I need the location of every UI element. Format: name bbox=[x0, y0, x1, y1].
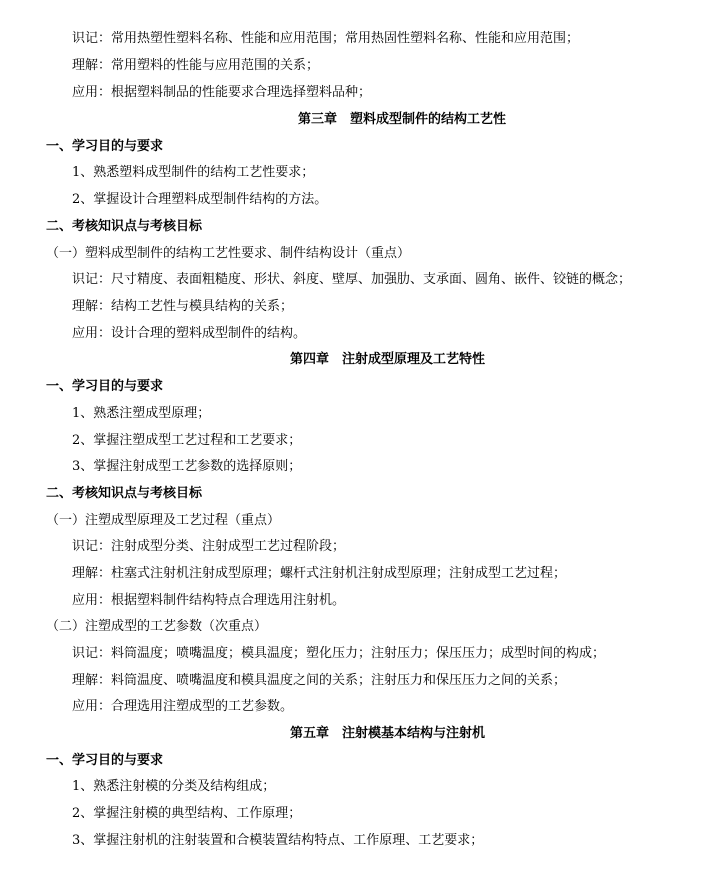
understand-line: 理解：结构工艺性与模具结构的关系； bbox=[72, 299, 294, 314]
subsection-heading: （二）注塑成型的工艺参数（次重点） bbox=[46, 619, 268, 634]
recognize-line: 识记：注射成型分类、注射成型工艺过程阶段； bbox=[72, 539, 346, 554]
apply-line: 应用：合理选用注塑成型的工艺参数。 bbox=[72, 699, 294, 714]
recognize-line: 识记：尺寸精度、表面粗糙度、形状、斜度、壁厚、加强肋、支承面、圆角、嵌件、铰链的概念； bbox=[72, 272, 632, 287]
list-item: 2、掌握注塑成型工艺过程和工艺要求； bbox=[72, 433, 302, 448]
section-heading: 二、考核知识点与考核目标 bbox=[46, 219, 203, 234]
list-item: 1、熟悉注射模的分类及结构组成； bbox=[72, 779, 276, 794]
chapter-5-title: 第五章 注射模基本结构与注射机 bbox=[290, 726, 486, 741]
apply-line: 应用：根据塑料制件结构特点合理选用注射机。 bbox=[72, 593, 346, 608]
section-heading: 一、学习目的与要求 bbox=[46, 379, 164, 394]
apply-line: 应用：设计合理的塑料成型制件的结构。 bbox=[72, 326, 307, 341]
apply-line: 应用：根据塑料制品的性能要求合理选择塑料品种； bbox=[72, 85, 372, 100]
recognize-line: 识记：常用热塑性塑料名称、性能和应用范围；常用热固性塑料名称、性能和应用范围； bbox=[72, 31, 580, 46]
subsection-heading: （一）塑料成型制件的结构工艺性要求、制件结构设计（重点） bbox=[46, 246, 411, 261]
subsection-heading: （一）注塑成型原理及工艺过程（重点） bbox=[46, 513, 281, 528]
list-item: 3、掌握注射机的注射装置和合模装置结构特点、工作原理、工艺要求； bbox=[72, 833, 484, 848]
list-item: 1、熟悉注塑成型原理； bbox=[72, 406, 211, 421]
list-item: 2、掌握注射模的典型结构、工作原理； bbox=[72, 806, 302, 821]
understand-line: 理解：料筒温度、喷嘴温度和模具温度之间的关系；注射压力和保压压力之间的关系； bbox=[72, 673, 567, 688]
section-heading: 二、考核知识点与考核目标 bbox=[46, 486, 203, 501]
list-item: 1、熟悉塑料成型制件的结构工艺性要求； bbox=[72, 165, 315, 180]
chapter-4-title: 第四章 注射成型原理及工艺特性 bbox=[290, 352, 486, 367]
understand-line: 理解：柱塞式注射机注射成型原理；螺杆式注射机注射成型原理；注射成型工艺过程； bbox=[72, 566, 567, 581]
section-heading: 一、学习目的与要求 bbox=[46, 139, 164, 154]
understand-line: 理解：常用塑料的性能与应用范围的关系； bbox=[72, 58, 320, 73]
recognize-line: 识记：料筒温度；喷嘴温度；模具温度；塑化压力；注射压力；保压压力；成型时间的构成； bbox=[72, 646, 606, 661]
list-item: 2、掌握设计合理塑料成型制件结构的方法。 bbox=[72, 192, 328, 207]
section-heading: 一、学习目的与要求 bbox=[46, 753, 164, 768]
list-item: 3、掌握注射成型工艺参数的选择原则； bbox=[72, 459, 302, 474]
chapter-3-title: 第三章 塑料成型制件的结构工艺性 bbox=[298, 112, 507, 127]
